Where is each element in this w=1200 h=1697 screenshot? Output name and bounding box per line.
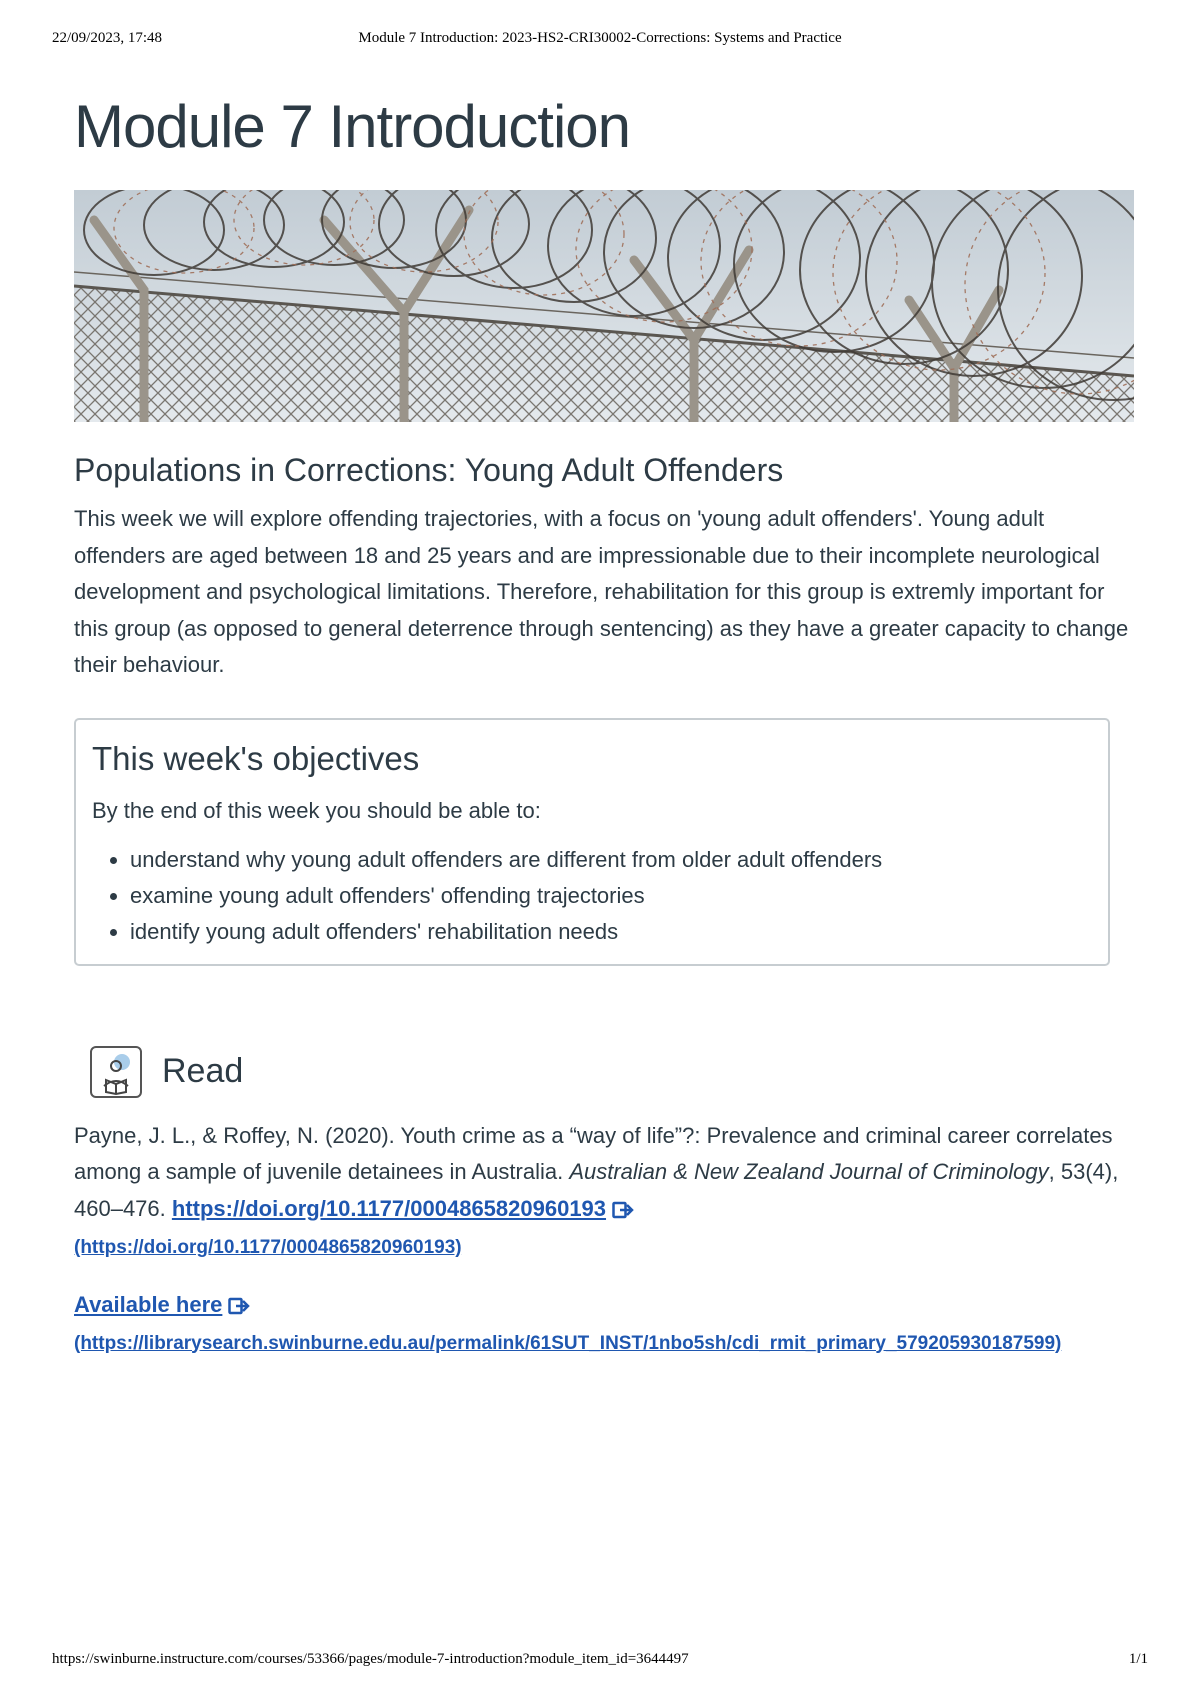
objectives-lead: By the end of this week you should be able to: xyxy=(92,797,541,823)
objectives-box xyxy=(74,718,1110,966)
print-page-count: 1/1 xyxy=(1128,1651,1148,1667)
razor-wire-fence-illustration xyxy=(74,190,1134,422)
objective-item: • understand why young adult offenders are different from older adult offenders xyxy=(130,842,1092,878)
read-heading-label: Read xyxy=(162,1052,244,1090)
print-footer xyxy=(52,1651,1148,1671)
print-page-title: Module 7 Introduction: 2023-HS2-CRI30002-Corrections: Systems and Practice xyxy=(358,30,842,46)
doi-link[interactable] xyxy=(172,1196,634,1221)
objective-item: • identify young adult offenders' rehabilitation needs xyxy=(130,914,1092,950)
print-header xyxy=(52,30,1148,50)
banner-image xyxy=(74,190,1134,422)
external-link-icon xyxy=(228,1290,250,1326)
intro-paragraph: This week we will explore offending trajectories, with a focus on 'young adult offenders'. Young adult offenders are aged between 18 and 25 years and are impressionable due to their incomplete neurological development and psychological limitations. Therefore, rehabilitation for this group is extremly important for this group (as opposed to general deterrence through sentencing) as they have a greater capacity to change their behaviour. xyxy=(74,506,1129,677)
page-content xyxy=(74,90,1134,1362)
reference-details: , 53(4), 460–476. xyxy=(74,1159,1119,1221)
objective-item: • examine young adult offenders' offending trajectories xyxy=(130,878,1092,914)
reference-authors: Payne, J. L., & Roffey, N. (2020). Youth crime as a “way of life”?: Prevalence and criminal career correlates among a sample of juvenile detainees in Australia. xyxy=(74,1122,1113,1184)
reading-person-icon xyxy=(90,1046,142,1098)
available-here-link[interactable] xyxy=(74,1292,250,1317)
available-here-label: Available here xyxy=(74,1291,223,1317)
doi-link-printed[interactable]: (https://doi.org/10.1177/0004865820960193) xyxy=(74,1237,462,1258)
objectives-list xyxy=(92,842,1092,950)
external-link-icon xyxy=(612,1194,634,1231)
doi-link-label: https://doi.org/10.1177/0004865820960193 xyxy=(171,1195,607,1221)
page-title: Module 7 Introduction xyxy=(74,93,631,160)
available-paragraph xyxy=(74,1287,1134,1362)
library-search-link-printed[interactable]: (https://librarysearch.swinburne.edu.au/permalink/61SUT_INST/1nbo5sh/cdi_rmit_primary_579205930187599) xyxy=(74,1332,1062,1354)
print-datetime: 22/09/2023, 17:48 xyxy=(52,30,163,46)
section-heading: Populations in Corrections: Young Adult Offenders xyxy=(74,452,784,488)
reference-journal: Australian & New Zealand Journal of Criminology xyxy=(569,1159,1049,1184)
reference-citation xyxy=(74,1118,1134,1267)
read-heading xyxy=(74,1040,1134,1104)
objectives-heading: This week's objectives xyxy=(92,739,420,777)
print-url: https://swinburne.instructure.com/courses/53366/pages/module-7-introduction?module_item_id=3644497 xyxy=(52,1651,689,1667)
